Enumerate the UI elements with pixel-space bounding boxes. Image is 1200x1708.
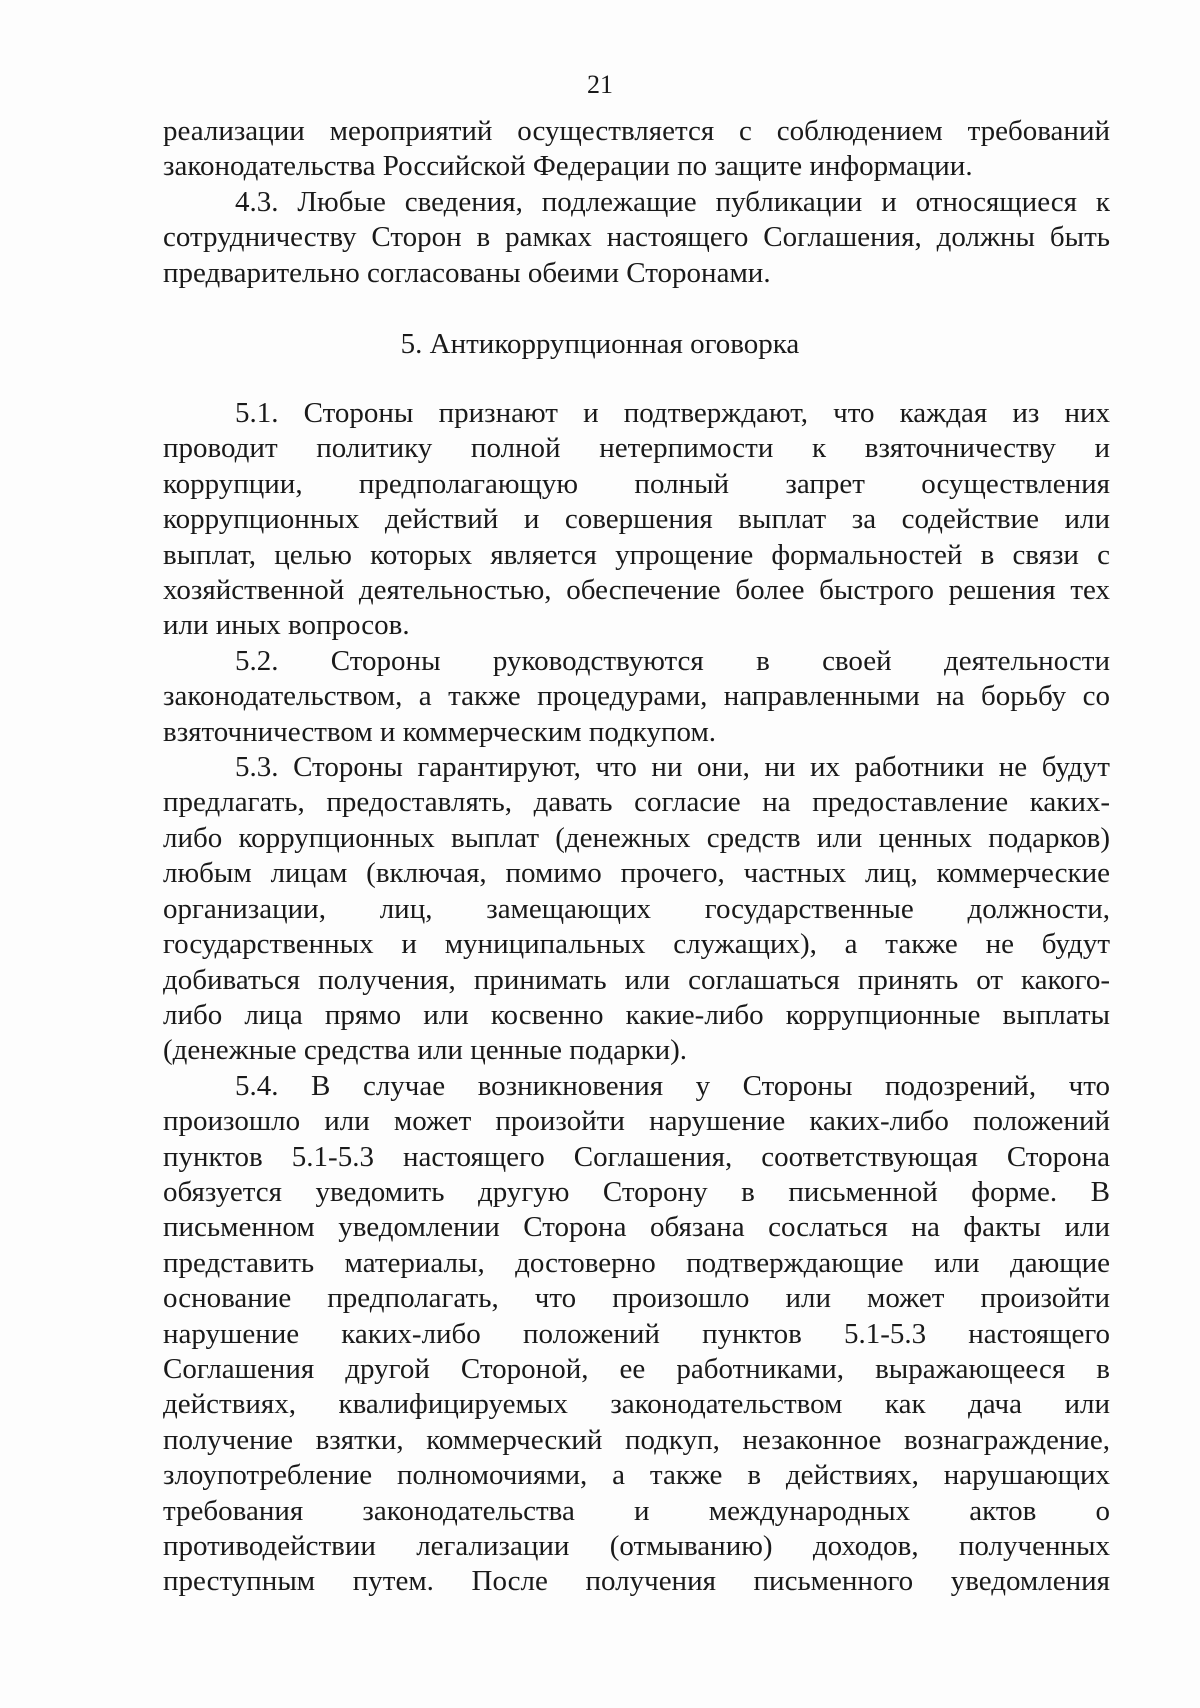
text-line: обязуется уведомить другую Сторону в письменной форме. В bbox=[163, 1175, 1110, 1208]
text-line: коррупционных действий и совершения выплат за содействие или bbox=[163, 503, 1110, 536]
text-line: 5.1. Стороны признают и подтверждают, что каждая из них bbox=[235, 397, 1110, 429]
text-line: письменном уведомлении Сторона обязана сослаться на факты или bbox=[163, 1211, 1110, 1244]
text-line: пунктов 5.1-5.3 настоящего Соглашения, соответствующая Сторона bbox=[163, 1140, 1110, 1173]
text-line: противодействии легализации (отмыванию) доходов, полученных bbox=[163, 1530, 1110, 1562]
text-line: произошло или может произойти нарушение каких-либо положений bbox=[163, 1105, 1110, 1138]
paragraph-clause-5-4 bbox=[163, 1069, 1110, 1600]
text-line: предварительно согласованы обеими Сторонами. bbox=[163, 256, 771, 289]
paragraph-clause-4-3 bbox=[163, 185, 1110, 291]
page-number: 21 bbox=[587, 70, 613, 99]
text-line: государственных и муниципальных служащих), а также не будут bbox=[163, 928, 1110, 961]
text-line: 5.4. В случае возникновения у Стороны подозрений, что bbox=[235, 1069, 1110, 1102]
text-line: нарушение каких-либо положений пунктов 5.1-5.3 настоящего bbox=[163, 1317, 1110, 1350]
text-line: требования законодательства и международных актов о bbox=[163, 1494, 1110, 1527]
text-line: сотрудничеству Сторон в рамках настоящего Соглашения, должны быть bbox=[163, 221, 1110, 254]
text-block-section-5 bbox=[163, 396, 1110, 1600]
text-line: преступным путем. После получения письменного уведомления bbox=[163, 1565, 1110, 1598]
text-line: реализации мероприятий осуществляется с соблюдением требований bbox=[163, 115, 1110, 147]
text-line: проводит политику полной нетерпимости к взяточничеству и bbox=[163, 432, 1110, 465]
text-line: предлагать, предоставлять, давать согласие на предоставление каких- bbox=[163, 786, 1110, 819]
paragraph-section-4-tail bbox=[163, 114, 1110, 185]
text-line: (денежные средства или ценные подарки). bbox=[163, 1034, 688, 1067]
text-line: 4.3. Любые сведения, подлежащие публикации и относящиеся к bbox=[235, 185, 1110, 218]
text-block-section-4 bbox=[163, 114, 1110, 291]
text-line: основание предполагать, что произошло или может произойти bbox=[163, 1282, 1110, 1315]
text-line: либо коррупционных выплат (денежных средств или ценных подарков) bbox=[163, 821, 1110, 854]
text-line: получение взятки, коммерческий подкуп, незаконное вознаграждение, bbox=[163, 1423, 1110, 1456]
text-line: либо лица прямо или косвенно какие-либо коррупционные выплаты bbox=[163, 998, 1110, 1031]
section-5-heading: 5. Антикоррупционная оговорка bbox=[400, 328, 800, 360]
paragraph-clause-5-2 bbox=[163, 644, 1110, 750]
paragraph-clause-5-1 bbox=[163, 396, 1110, 644]
text-line: хозяйственной деятельностью, обеспечение более быстрого решения тех bbox=[163, 574, 1110, 607]
text-line: взяточничеством и коммерческим подкупом. bbox=[163, 715, 717, 748]
text-line: законодательством, а также процедурами, направленными на борьбу со bbox=[163, 680, 1110, 713]
text-line: Соглашения другой Стороной, ее работниками, выражающееся в bbox=[163, 1352, 1110, 1385]
text-line: 5.2. Стороны руководствуются в своей деятельности bbox=[235, 644, 1110, 677]
text-line: добиваться получения, принимать или соглашаться принять от какого- bbox=[163, 963, 1110, 996]
text-line: коррупции, предполагающую полный запрет осуществления bbox=[163, 467, 1110, 500]
text-line: выплат, целью которых является упрощение формальностей в связи с bbox=[163, 538, 1110, 571]
text-line: 5.3. Стороны гарантируют, что ни они, ни их работники не будут bbox=[235, 751, 1110, 784]
text-line: организации, лиц, замещающих государственные должности, bbox=[163, 892, 1110, 925]
text-line: злоупотребление полномочиями, а также в действиях, нарушающих bbox=[163, 1459, 1110, 1492]
paragraph-clause-5-3 bbox=[163, 750, 1110, 1069]
text-line: любым лицам (включая, помимо прочего, частных лиц, коммерческие bbox=[163, 857, 1110, 890]
text-line: представить материалы, достоверно подтверждающие или дающие bbox=[163, 1246, 1110, 1279]
text-line: действиях, квалифицируемых законодательством как дача или bbox=[163, 1388, 1110, 1421]
text-line: или иных вопросов. bbox=[163, 609, 410, 642]
text-line: законодательства Российской Федерации по защите информации. bbox=[163, 150, 973, 183]
